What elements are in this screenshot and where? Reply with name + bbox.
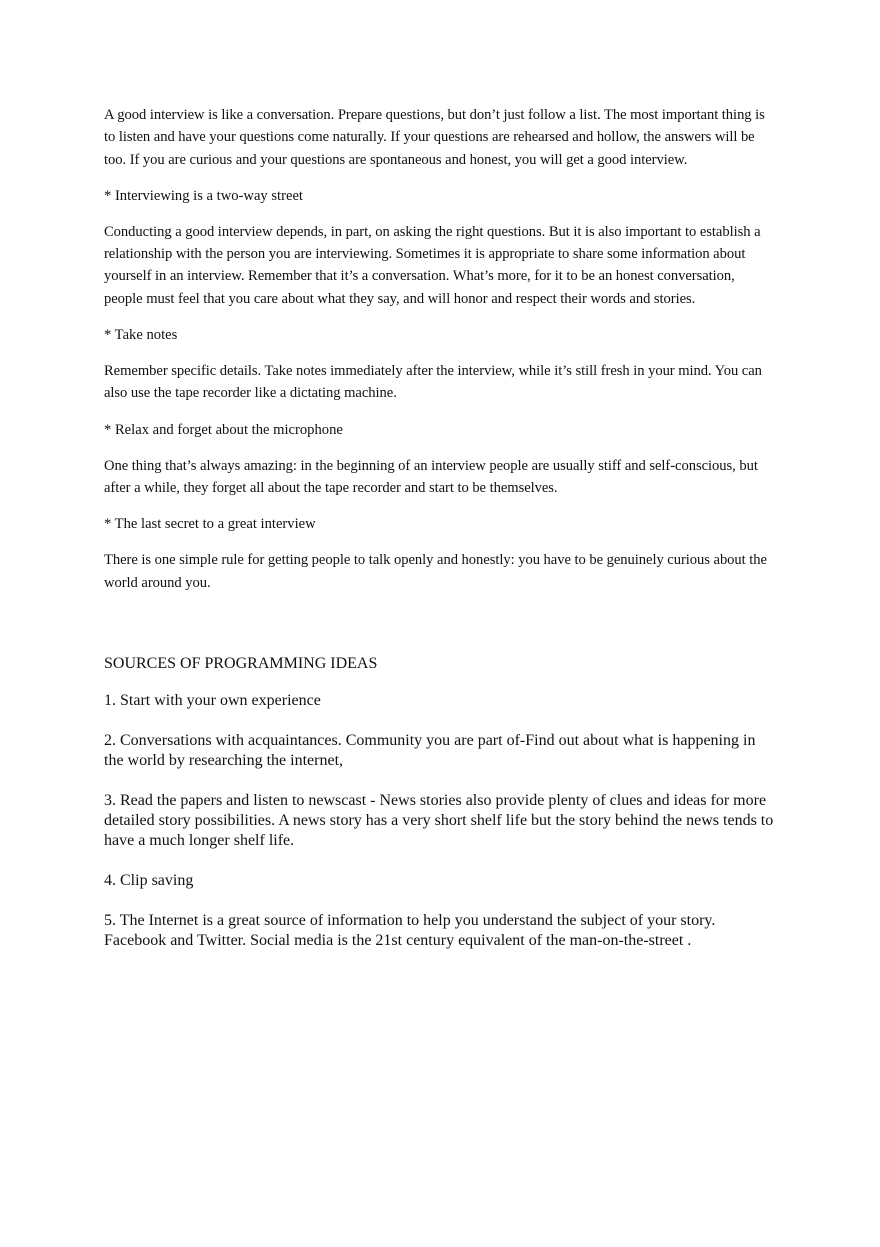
intro-paragraph: A good interview is like a conversation. Prepare questions, but don’t just follow a list. The most important thing is to listen and have your questions come naturally. If your questions are rehearsed and hollow, the answers will be too. If you are curious and your questions are spontaneous and honest, you will get a good interview. <box>104 107 765 168</box>
section-heading-take-notes: * Take notes <box>104 327 178 344</box>
section-heading-last-secret: * The last secret to a great interview <box>104 516 316 533</box>
list-item: 2. Conversations with acquaintances. Community you are part of-Find out about what is happening in the world by researching the internet, <box>104 731 756 769</box>
section-body-relax: One thing that’s always amazing: in the beginning of an interview people are usually stiff and self-conscious, but after a while, they forget all about the tape recorder and start to be themselves. <box>104 457 758 496</box>
section-body-take-notes: Remember specific details. Take notes immediately after the interview, while it’s still fresh in your mind. You can also use the tape recorder like a dictating machine. <box>104 363 762 402</box>
list-item: 1. Start with your own experience <box>104 691 321 709</box>
section-body-two-way-street: Conducting a good interview depends, in part, on asking the right questions. But it is also important to establish a relationship with the person you are interviewing. Sometimes it is appropriate to share some information about yourself in an interview. Remember that it’s a conversation. What’s more, for it to be an honest conversation, people must feel that you care about what they say, and will honor and respect their words and stories. <box>104 223 761 307</box>
list-item: 5. The Internet is a great source of information to help you understand the subject of your story. Facebook and Twitter. Social media is the 21st century equivalent of the man-on-the-street . <box>104 911 716 949</box>
programming-ideas-title: SOURCES OF PROGRAMMING IDEAS <box>104 654 378 672</box>
section-body-last-secret: There is one simple rule for getting people to talk openly and honestly: you have to be genuinely curious about the world around you. <box>104 552 767 591</box>
list-item: 3. Read the papers and listen to newscast - News stories also provide plenty of clues and ideas for more detailed story possibilities. A news story has a very short shelf life but the story behind the news tends to have a much longer shelf life. <box>104 791 774 849</box>
document-page <box>104 104 776 971</box>
section-heading-relax: * Relax and forget about the microphone <box>104 421 343 438</box>
list-item: 4. Clip saving <box>104 871 194 889</box>
section-heading-two-way-street: * Interviewing is a two-way street <box>104 187 303 204</box>
